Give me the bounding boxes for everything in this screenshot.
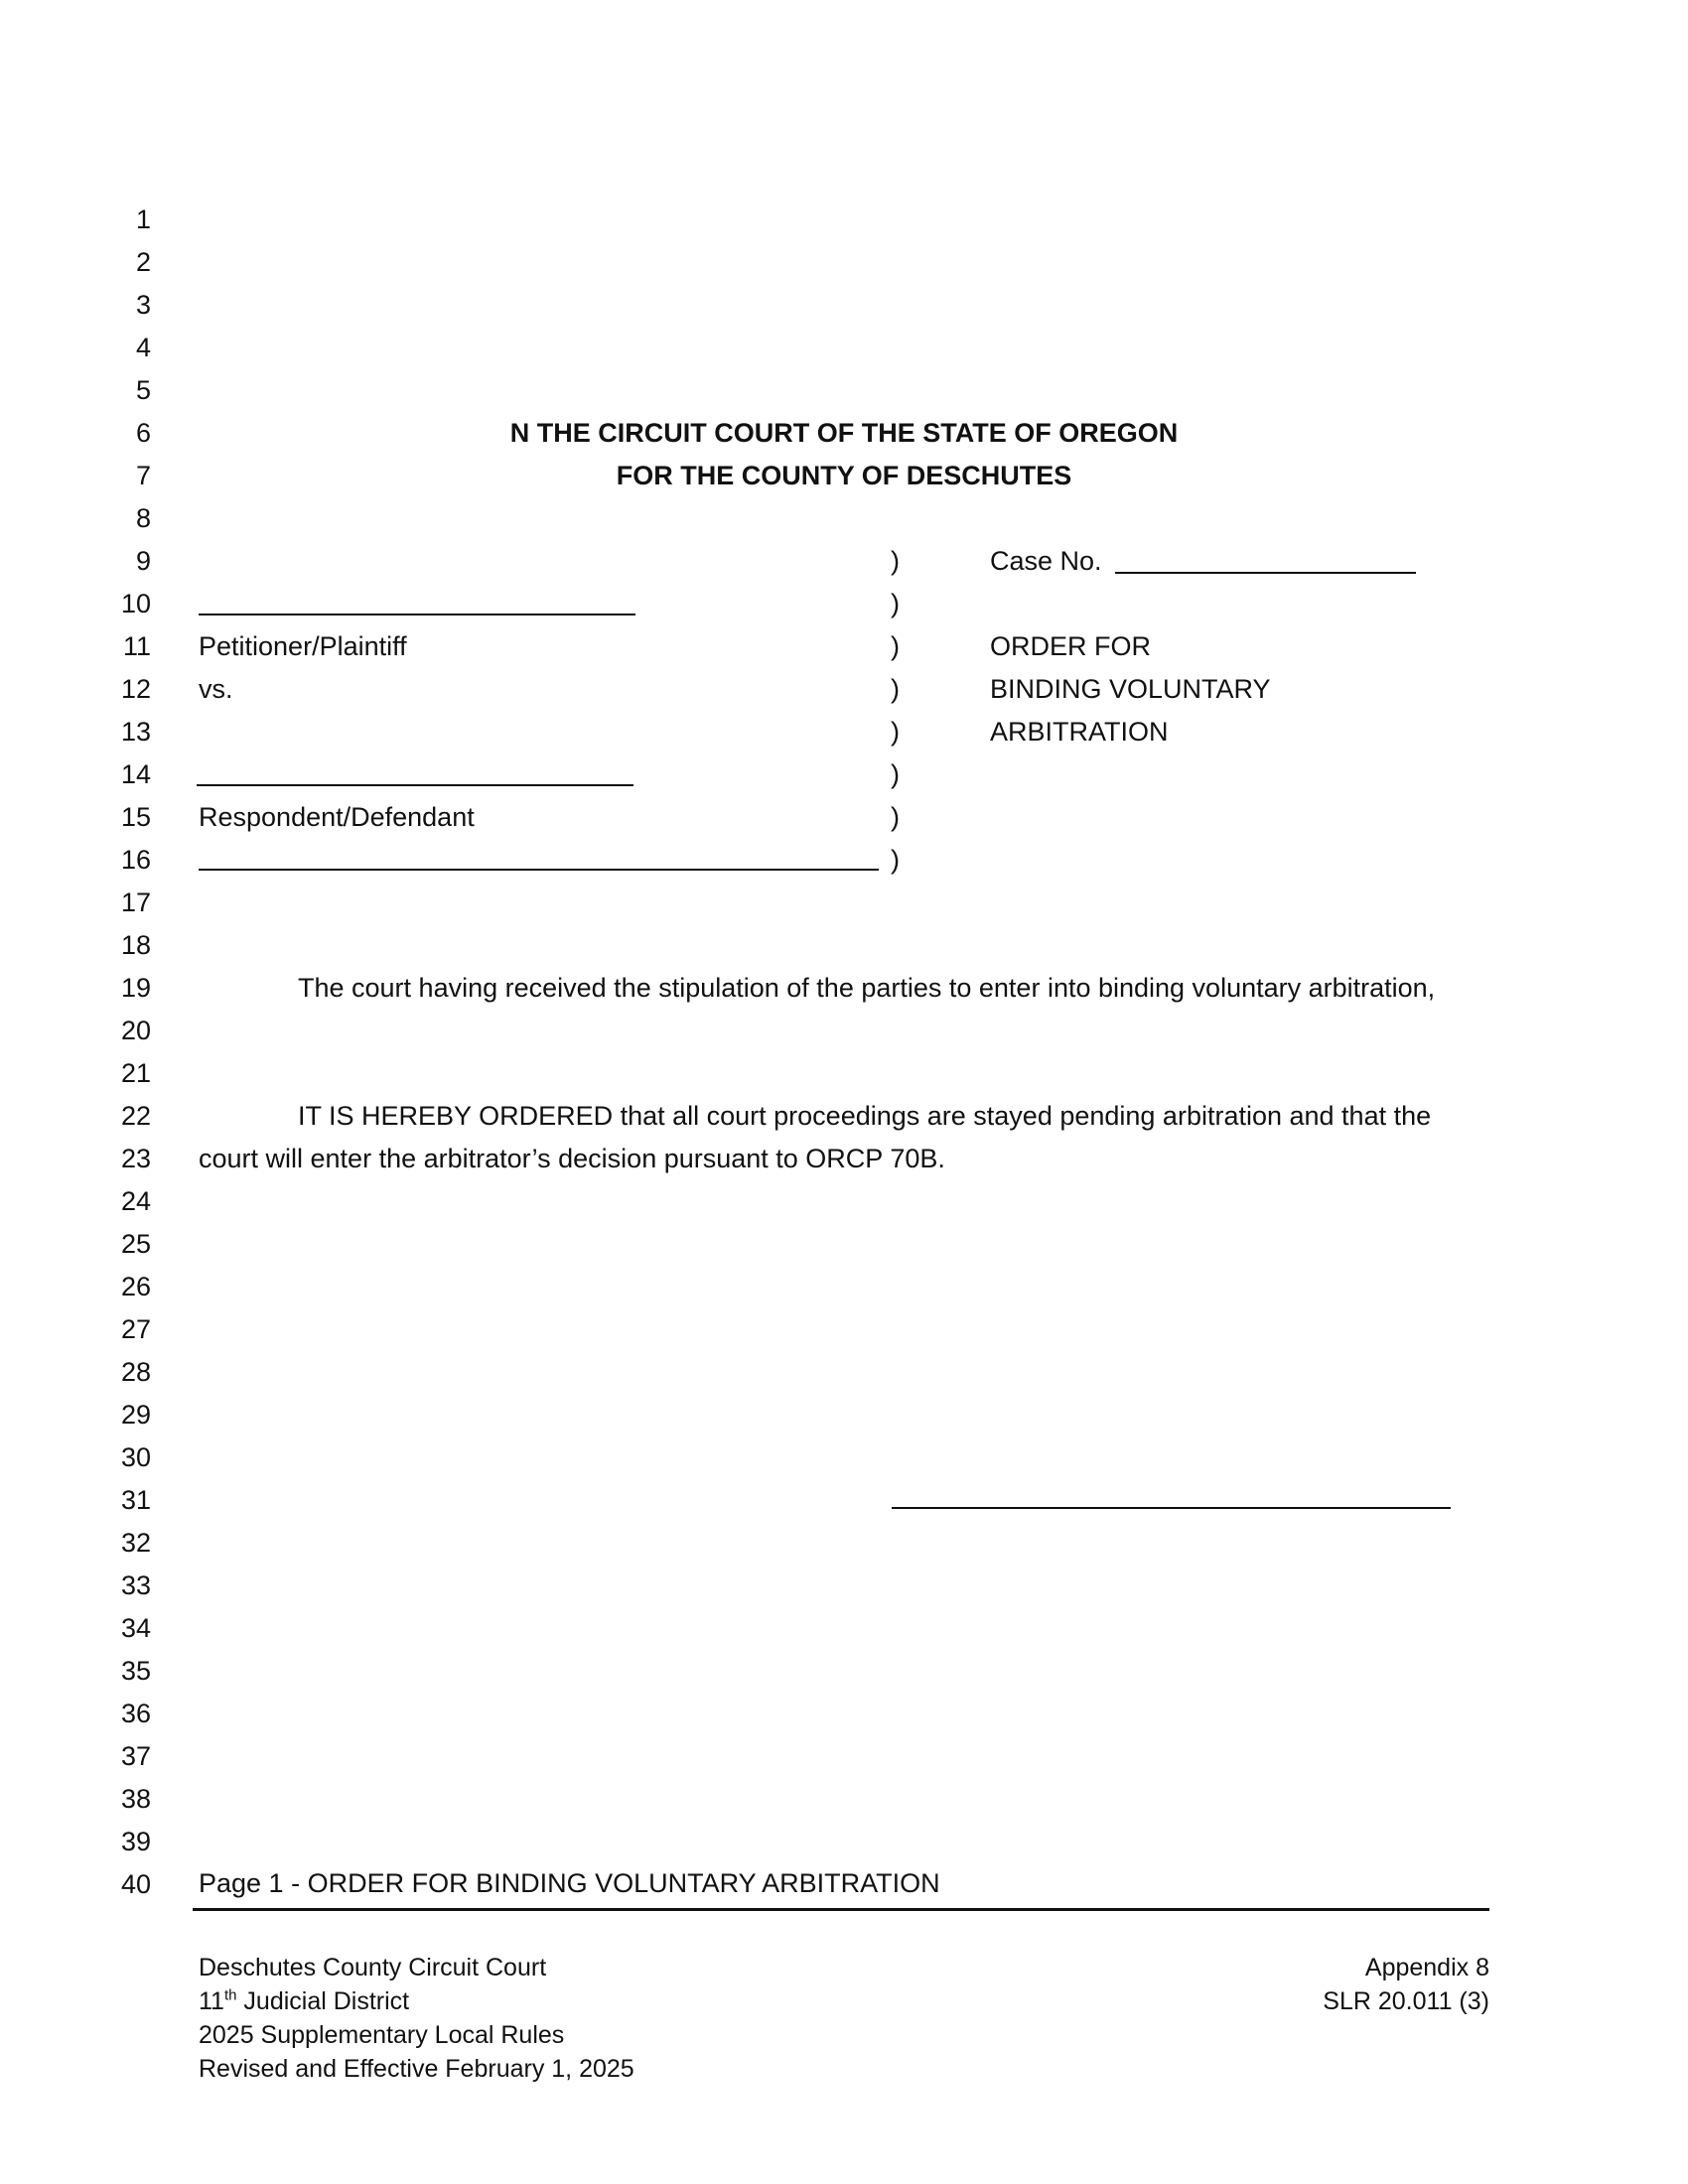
recital-paragraph: The court having received the stipulation of the parties to enter into binding voluntary arbitration, <box>298 973 1436 1003</box>
line-number: 29 <box>120 1400 151 1430</box>
line-number: 36 <box>120 1699 151 1728</box>
footer-district-number: 11 <box>199 1987 224 2015</box>
footer-court-name: Deschutes County Circuit Court <box>199 1954 547 1981</box>
line-number: 27 <box>120 1314 151 1344</box>
line-number: 35 <box>120 1656 151 1686</box>
respondent-name-blank[interactable] <box>197 784 633 786</box>
line-number: 5 <box>135 375 151 405</box>
line-number: 7 <box>135 461 151 490</box>
line-number: 9 <box>135 546 151 576</box>
footer-district-suffix: th <box>223 1986 237 2004</box>
line-number: 1 <box>135 205 151 234</box>
case-number-blank[interactable] <box>1115 572 1416 574</box>
page-label: Page 1 - ORDER FOR BINDING VOLUNTARY ARBITRATION <box>199 1868 940 1898</box>
caption-paren-column <box>891 540 900 882</box>
footer-rule-reference: SLR 20.011 (3) <box>1323 1987 1489 2015</box>
line-number: 15 <box>120 802 151 832</box>
line-number: 2 <box>135 247 151 277</box>
caption-paren: ) <box>891 589 900 618</box>
caption-paren: ) <box>891 759 900 789</box>
court-heading-line1: N THE CIRCUIT COURT OF THE STATE OF OREGON <box>509 418 1179 448</box>
footer-district-rest: Judicial District <box>236 1987 410 2015</box>
footer-revised-date: Revised and Effective February 1, 2025 <box>199 2055 634 2083</box>
judge-signature-line[interactable] <box>892 1507 1451 1509</box>
caption-paren: ) <box>891 845 900 875</box>
caption-paren: ) <box>891 546 900 576</box>
line-number: 37 <box>120 1741 151 1771</box>
line-number: 18 <box>120 930 151 960</box>
case-number-label: Case No. <box>990 546 1102 576</box>
line-number: 10 <box>120 589 151 618</box>
line-number: 31 <box>120 1485 151 1515</box>
line-number: 23 <box>120 1144 151 1173</box>
page-footer-rule <box>193 1908 1489 1911</box>
order-title-line3: ARBITRATION <box>990 717 1169 747</box>
line-number: 19 <box>120 973 151 1003</box>
line-number: 4 <box>135 333 151 362</box>
petitioner-label: Petitioner/Plaintiff <box>199 631 407 661</box>
footer-left-block <box>199 1951 634 2086</box>
line-number: 33 <box>120 1570 151 1600</box>
line-number: 32 <box>120 1528 151 1558</box>
line-number: 12 <box>120 674 151 704</box>
line-number: 11 <box>122 631 151 661</box>
footer-appendix: Appendix 8 <box>1364 1954 1489 1981</box>
line-number: 30 <box>120 1442 151 1472</box>
order-paragraph: IT IS HEREBY ORDERED that all court proceedings are stayed pending arbitration and that the court will enter the arbitrator’s decision pursuant to ORCP 70B. <box>199 1101 1432 1173</box>
line-number: 40 <box>120 1869 151 1899</box>
line-number: 20 <box>120 1016 151 1045</box>
line-number: 24 <box>120 1186 151 1216</box>
court-heading-line2: FOR THE COUNTY OF DESCHUTES <box>616 461 1072 490</box>
petitioner-name-blank[interactable] <box>199 614 635 615</box>
line-number: 26 <box>120 1272 151 1301</box>
line-number: 38 <box>120 1784 151 1814</box>
versus-label: vs. <box>199 674 233 704</box>
respondent-label: Respondent/Defendant <box>199 802 475 832</box>
caption-paren: ) <box>891 674 900 704</box>
caption-paren: ) <box>891 802 900 832</box>
caption-paren: ) <box>891 631 900 661</box>
caption-paren: ) <box>891 717 900 747</box>
footer-right-block <box>1323 1951 1489 2018</box>
footer-rules-title: 2025 Supplementary Local Rules <box>199 2021 565 2049</box>
line-number: 39 <box>120 1827 151 1856</box>
line-number: 13 <box>120 717 151 747</box>
line-number: 3 <box>135 290 151 320</box>
line-number: 14 <box>120 759 151 789</box>
order-title-line1: ORDER FOR <box>990 631 1151 661</box>
line-number: 16 <box>120 845 151 875</box>
line-number: 22 <box>120 1101 151 1131</box>
caption-bottom-rule <box>199 869 879 871</box>
order-title-line2: BINDING VOLUNTARY <box>990 674 1271 704</box>
line-number: 28 <box>120 1357 151 1387</box>
line-number: 21 <box>120 1058 151 1088</box>
line-number: 6 <box>135 418 151 448</box>
footer-district <box>199 1984 634 2018</box>
line-number: 34 <box>120 1613 151 1643</box>
line-number: 8 <box>135 503 151 533</box>
line-number: 25 <box>120 1229 151 1259</box>
line-number: 17 <box>120 887 151 917</box>
